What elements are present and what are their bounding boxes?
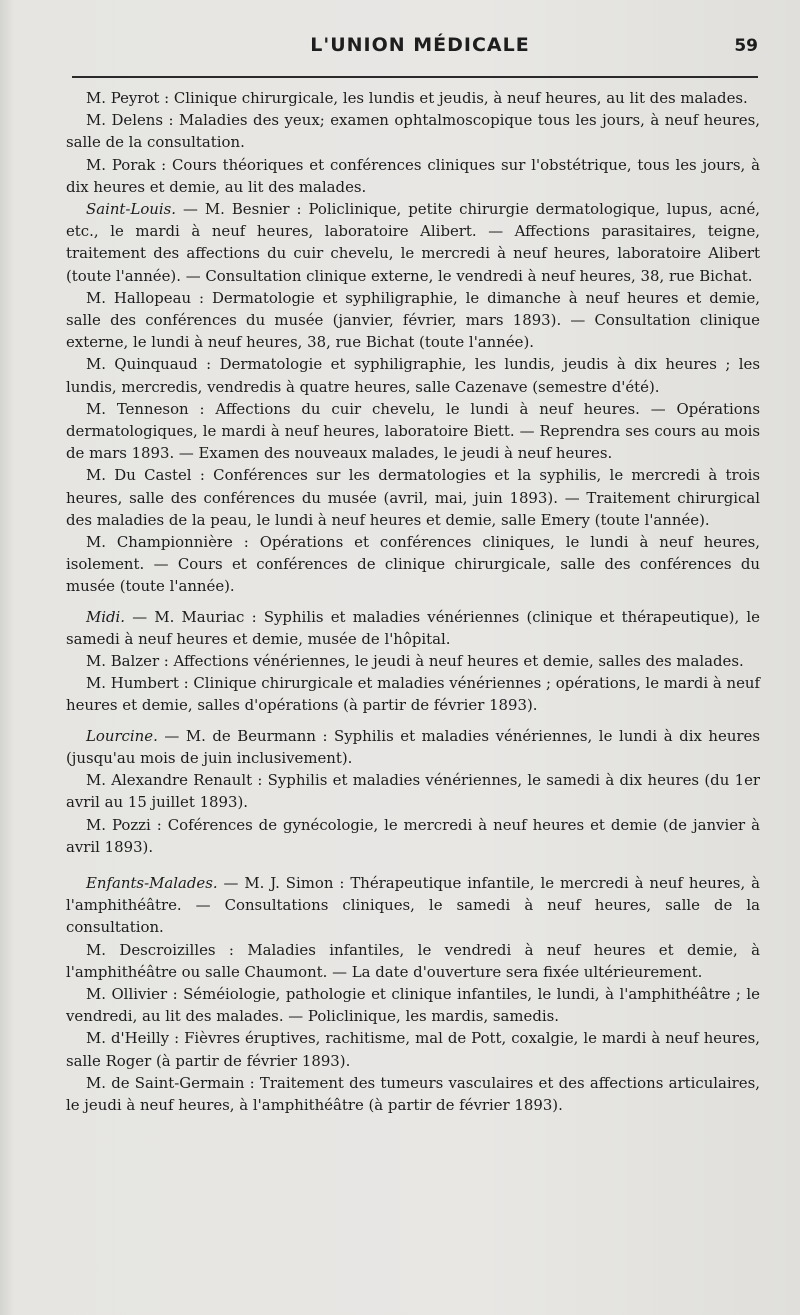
paragraph-text: — M. de Beurmann : Syphilis et maladies vénériennes, le lundi à dix heures (jusqu'au mois de juin inclusivement). (66, 726, 760, 767)
page-number: 59 (734, 36, 758, 56)
paragraph (66, 353, 760, 397)
paragraph (66, 154, 760, 198)
paragraph-text: M. Ollivier : Séméiologie, pathologie et clinique infantiles, le lundi, à l'amphithéâtre ; le vendredi, au lit des malades. — Policlinique, les mardis, samedis. (66, 984, 760, 1026)
running-header (70, 34, 770, 64)
paragraph-text: M. Balzer : Affections vénériennes, le jeudi à neuf heures et demie, salles des malades. (86, 652, 744, 671)
paragraph-text: — M. Besnier : Policlinique, petite chirurgie dermatologique, lupus, acné, etc., le mardi à neuf heures, laboratoire Alibert. — Affections parasitaires, teigne, traitement des affections du cuir chevelu, le mercredi à neuf heures, laboratoire Alibert (toute l'année). — Consultation clinique externe, le vendredi à neuf heures, 38, rue Bichat. (66, 200, 760, 285)
paragraph (66, 725, 760, 769)
paragraph (66, 1027, 760, 1071)
paragraph (66, 287, 760, 354)
paragraph-text: M. Quinquaud : Dermatologie et syphiligraphie, les lundis, jeudis à dix heures ; les lundis, mercredis, vendredis à quatre heures, salle Cazenave (semestre d'été). (66, 355, 760, 396)
section-lead: Saint-Louis. (86, 200, 177, 219)
paragraph-text: M. de Saint-Germain : Traitement des tumeurs vasculaires et des affections articulaires, le jeudi à neuf heures, à l'amphithéâtre (à partir de février 1893). (66, 1073, 760, 1114)
paragraph (66, 606, 760, 650)
paragraph (66, 872, 760, 939)
header-rule (72, 76, 758, 78)
section-lead: Midi. (86, 607, 126, 626)
paragraph-text: M. Porak : Cours théoriques et conférences cliniques sur l'obstétrique, tous les jours, à dix heures et demie, au lit des malades. (66, 155, 760, 196)
paragraph-text: M. Championnière : Opérations et conférences cliniques, le lundi à neuf heures, isolement. — Cours et conférences de clinique chirurgicale, salle des conférences du musée (toute l'année). (66, 533, 760, 596)
paragraph (66, 939, 760, 983)
paragraph-text: M. Humbert : Clinique chirurgicale et maladies vénériennes ; opérations, le mardi à neuf heures et demie, salles d'opérations (à partir de février 1893). (66, 674, 760, 715)
paragraph-text: M. Delens : Maladies des yeux; examen ophtalmoscopique tous les jours, à neuf heures, salle de la consultation. (66, 111, 760, 152)
paragraph (66, 650, 760, 672)
paragraph-text: M. Peyrot : Clinique chirurgicale, les lundis et jeudis, à neuf heures, au lit des malades. (86, 89, 748, 107)
paragraph (66, 983, 760, 1027)
paragraph (66, 109, 760, 153)
paragraph-text: M. Pozzi : Coférences de gynécologie, le mercredi à neuf heures et demie (de janvier à avril 1893). (66, 815, 760, 856)
document-body (66, 87, 760, 1116)
paragraph (66, 769, 760, 813)
paragraph-text: — M. Mauriac : Syphilis et maladies vénériennes (clinique et thérapeutique), le samedi à neuf heures et demie, musée de l'hôpital. (66, 607, 760, 648)
paragraph (66, 398, 760, 465)
paragraph (66, 198, 760, 287)
paragraph-text: M. Tenneson : Affections du cuir chevelu, le lundi à neuf heures. — Opérations dermatologiques, le mardi à neuf heures, laboratoire Biett. — Reprendra ses cours au mois de mars 1893. — Examen des nouveaux malades, le jeudi à neuf heures. (66, 399, 760, 463)
paragraph (66, 464, 760, 531)
paragraph-text: M. Hallopeau : Dermatologie et syphiligraphie, le dimanche à neuf heures et demie, salle des conférences du musée (janvier, février, mars 1893). — Consultation clinique externe, le lundi à neuf heures, 38, rue Bichat (toute l'année). (66, 288, 760, 352)
paragraph (66, 814, 760, 858)
paragraph (66, 1072, 760, 1116)
paragraph (66, 672, 760, 716)
section-lead: Lourcine. (86, 726, 158, 745)
paragraph-text: M. Alexandre Renault : Syphilis et maladies vénériennes, le samedi à dix heures (du 1er avril au 15 juillet 1893). (66, 771, 760, 812)
paragraph-text: M. Descroizilles : Maladies infantiles, le vendredi à neuf heures et demie, à l'amphithéâtre ou salle Chaumont. — La date d'ouverture sera fixée ultérieurement. (66, 940, 760, 981)
paragraph-text: M. d'Heilly : Fièvres éruptives, rachitisme, mal de Pott, coxalgie, le mardi à neuf heures, salle Roger (à partir de février 1893). (66, 1029, 760, 1070)
paragraph (66, 87, 760, 109)
paragraph-text: M. Du Castel : Conférences sur les dermatologies et la syphilis, le mercredi à trois heures, salle des conférences du musée (avril, mai, juin 1893). — Traitement chirurgical des maladies de la peau, le lundi à neuf heures et demie, salle Emery (toute l'année). (66, 466, 760, 529)
paragraph-text: — M. J. Simon : Thérapeutique infantile, le mercredi à neuf heures, à l'amphithéâtre. — Consultations cliniques, le samedi à neuf heures, salle de la consultation. (66, 873, 760, 937)
section-lead: Enfants-Malades. (86, 873, 218, 892)
journal-title: L'UNION MÉDICALE (310, 34, 530, 56)
paragraph (66, 531, 760, 598)
